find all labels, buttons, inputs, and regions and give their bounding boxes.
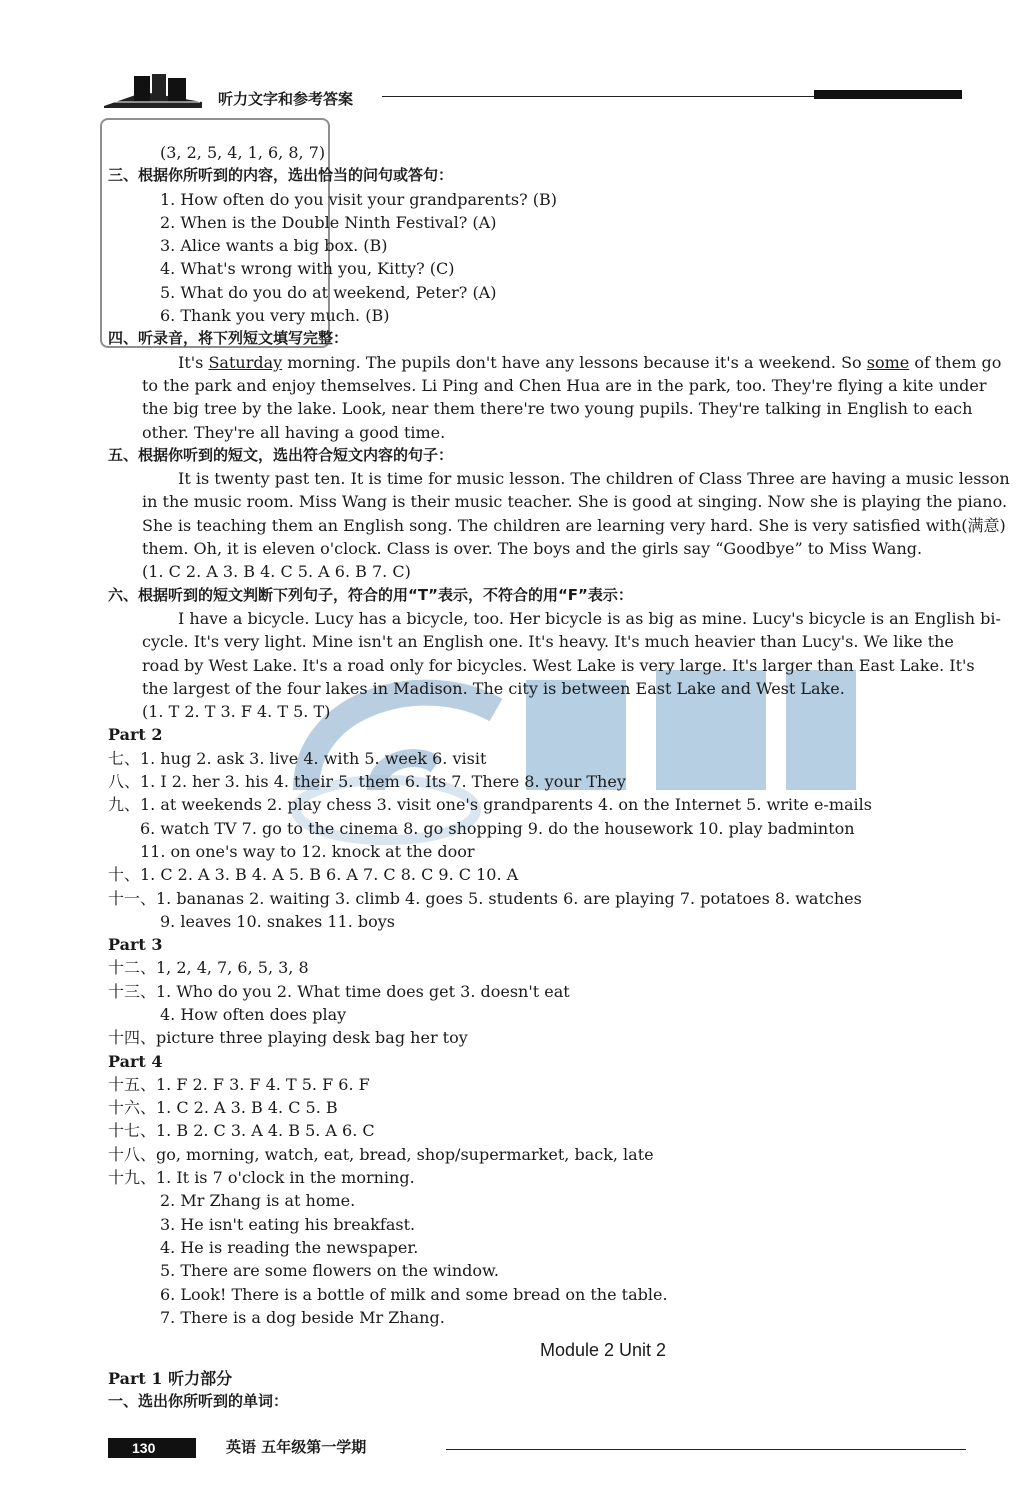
text-run: of them go: [909, 352, 1002, 372]
passage-line: cycle. It's very light. Mine isn't an English one. It's heavy. It's much heavier than Lucy's. We like the: [142, 632, 954, 652]
header-title: 听力文字和参考答案: [218, 90, 354, 108]
page-footer: [108, 1432, 968, 1462]
footer-subject: 英语 五年级第一学期: [226, 1438, 367, 1456]
answer-line: 十、1. C 2. A 3. B 4. A 5. B 6. A 7. C 8. C 9. C 10. A: [108, 865, 519, 885]
passage-line: She is teaching them an English song. The children are learning very hard. She is very satisfied with(满意): [142, 515, 1006, 535]
part-heading: Part 2: [108, 725, 163, 745]
answer-line: 5. What do you do at weekend, Peter? (A): [160, 282, 497, 302]
passage-line: the largest of the four lakes in Madison. The city is between East Lake and West Lake.: [142, 678, 845, 698]
passage-line: I have a bicycle. Lucy has a bicycle, too. Her bicycle is as big as mine. Lucy's bicycle is an English bi-: [178, 608, 1001, 628]
books-icon: [104, 72, 204, 110]
answer-line: 5. There are some flowers on the window.: [160, 1261, 499, 1281]
footer-rule: [446, 1449, 966, 1450]
answer-line: 九、1. at weekends 2. play chess 3. visit one's grandparents 4. on the Internet 5. write e-mails: [108, 795, 872, 815]
answer-line: 7. There is a dog beside Mr Zhang.: [160, 1307, 445, 1327]
module-title: Module 2 Unit 2: [539, 1340, 667, 1361]
answer-line: (3, 2, 5, 4, 1, 6, 8, 7): [160, 143, 326, 162]
answer-line: 七、1. hug 2. ask 3. live 4. with 5. week 6. visit: [108, 748, 487, 768]
answer-line: 4. How often does play: [160, 1004, 347, 1024]
answer-line: 十八、go, morning, watch, eat, bread, shop/supermarket, back, late: [108, 1144, 654, 1164]
passage-line: road by West Lake. It's a road only for bicycles. West Lake is very large. It's larger than East Lake. It's: [142, 655, 975, 675]
answer-line: 2. When is the Double Ninth Festival? (A): [160, 212, 497, 232]
answer-line: (1. C 2. A 3. B 4. C 5. A 6. B 7. C): [142, 562, 411, 582]
section-heading: 一、选出你所听到的单词：: [108, 1392, 289, 1411]
passage-line: in the music room. Miss Wang is their music teacher. She is good at singing. Now she is playing the piano.: [142, 492, 1008, 512]
answer-line: 1. How often do you visit your grandparents? (B): [160, 189, 558, 209]
text-run: morning. The pupils don't have any lessons because it's a weekend. So: [282, 352, 867, 372]
answer-content: [108, 141, 1010, 1414]
passage-line: It is twenty past ten. It is time for music lesson. The children of Class Three are having a music lesson: [178, 469, 1010, 489]
answer-line: 3. He isn't eating his breakfast.: [160, 1214, 416, 1234]
answer-line: 2. Mr Zhang is at home.: [160, 1191, 356, 1211]
passage-line: [108, 351, 1002, 374]
answer-line: 十二、1, 2, 4, 7, 6, 5, 3, 8: [108, 958, 309, 978]
answer-line: 4. He is reading the newspaper.: [160, 1237, 419, 1257]
answer-line: 十四、picture three playing desk bag her toy: [108, 1028, 468, 1048]
header-bar: [814, 90, 962, 99]
passage-line: them. Oh, it is eleven o'clock. Class is over. The boys and the girls say “Goodbye” to Miss Wang.: [142, 539, 923, 559]
section-heading: 三、根据你所听到的内容，选出恰当的问句或答句：: [108, 166, 454, 185]
answer-line: 11. on one's way to 12. knock at the door: [140, 841, 475, 861]
underlined-answer: Saturday: [208, 352, 283, 372]
answer-line: 十一、1. bananas 2. waiting 3. climb 4. goes 5. students 6. are playing 7. potatoes 8. watches: [108, 888, 862, 908]
answer-line: 十六、1. C 2. A 3. B 4. C 5. B: [108, 1098, 338, 1118]
answer-line: 十七、1. B 2. C 3. A 4. B 5. A 6. C: [108, 1121, 375, 1141]
page-header: [100, 66, 970, 116]
answer-line: 十九、1. It is 7 o'clock in the morning.: [108, 1168, 415, 1188]
passage-line: to the park and enjoy themselves. Li Ping and Chen Hua are in the park, too. They're flying a kite under: [142, 375, 987, 395]
section-heading: 五、根据你听到的短文，选出符合短文内容的句子：: [108, 445, 454, 464]
answer-line: 9. leaves 10. snakes 11. boys: [160, 911, 395, 931]
part-heading: Part 4: [108, 1051, 163, 1071]
passage-line: the big tree by the lake. Look, near them there're two young pupils. They're talking in English to each: [142, 399, 973, 419]
page-number: 130: [108, 1438, 196, 1458]
answer-line: 4. What's wrong with you, Kitty? (C): [160, 259, 455, 279]
section-heading: 六、根据听到的短文判断下列句子，符合的用“T”表示，不符合的用“F”表示：: [108, 585, 633, 604]
text-run: It's: [178, 352, 209, 372]
part-heading: Part 3: [108, 935, 163, 955]
underlined-answer: some: [866, 352, 910, 372]
answer-line: 十三、1. Who do you 2. What time does get 3. doesn't eat: [108, 981, 570, 1001]
section-heading: 四、听录音，将下列短文填写完整：: [108, 329, 349, 348]
header-rule: [382, 96, 814, 97]
answer-line: 6. watch TV 7. go to the cinema 8. go shopping 9. do the housework 10. play badminton: [140, 818, 855, 838]
answer-line: (1. T 2. T 3. F 4. T 5. T): [142, 702, 331, 722]
answer-line: 6. Thank you very much. (B): [160, 306, 390, 326]
answer-line: 十五、1. F 2. F 3. F 4. T 5. F 6. F: [108, 1074, 370, 1094]
answer-line: 3. Alice wants a big box. (B): [160, 236, 388, 256]
part-heading: Part 1 听力部分: [108, 1369, 233, 1389]
passage-line: other. They're all having a good time.: [142, 422, 446, 442]
answer-line: 八、1. I 2. her 3. his 4. their 5. them 6. Its 7. There 8. your They: [108, 772, 626, 792]
answer-line: 6. Look! There is a bottle of milk and some bread on the table.: [160, 1284, 668, 1304]
